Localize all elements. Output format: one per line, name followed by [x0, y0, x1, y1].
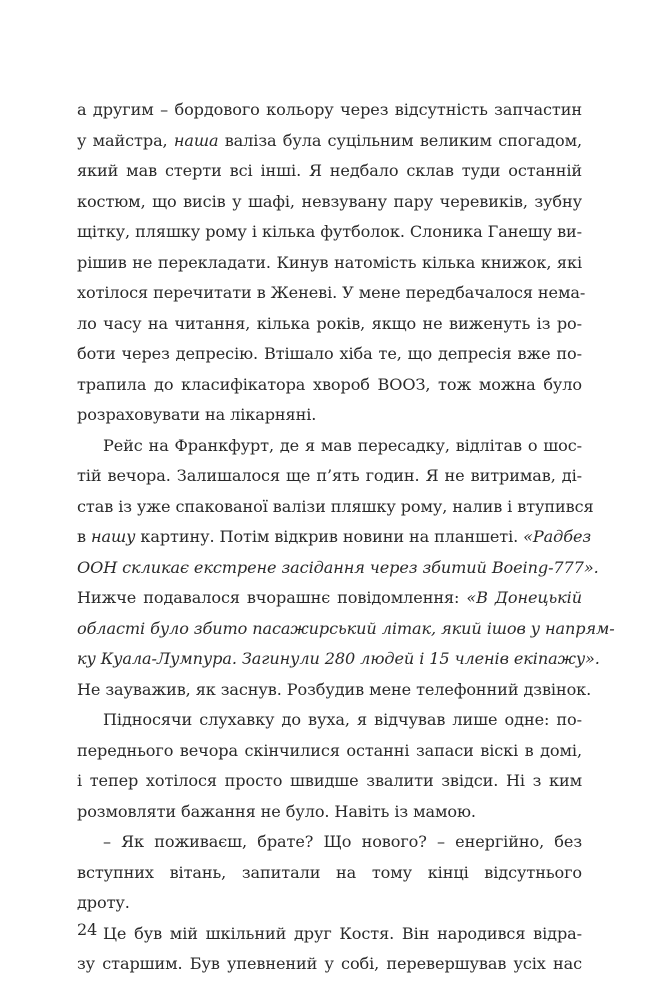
text-segment: – Як поживаєш, брате? Що нового? – енергійно, без: [103, 832, 582, 851]
text-line: [77, 553, 599, 584]
text-line: [77, 644, 600, 675]
text-line: [77, 736, 582, 767]
text-segment: костюм, що висів у шафі, невзувану пару черевиків, зубну: [77, 191, 582, 211]
text-segment: ло часу на читання, кілька років, якщо не виженуть із ро-: [77, 313, 582, 333]
text-line: [77, 492, 594, 523]
text-line: [77, 187, 582, 218]
text-line: [77, 797, 582, 828]
text-line: [77, 339, 582, 370]
italic-text-segment: області було збито пасажирський літак, який ішов у напрям-: [77, 618, 615, 638]
text-segment: Нижче подавалося вчорашнє повідомлення:: [77, 588, 467, 607]
text-segment: в: [77, 527, 91, 546]
text-segment: тій вечора. Залишалося ще п’ять годин. Я не витримав, ді-: [77, 466, 582, 485]
text-line: [77, 431, 582, 462]
text-line: [77, 248, 582, 279]
text-segment: розмовляти бажання не було. Навіть із мамою.: [77, 801, 476, 821]
italic-text-segment: «В Донецькій: [466, 588, 582, 607]
text-segment: валіза була суцільним великим спогадом,: [218, 130, 583, 150]
text-line: [77, 126, 582, 157]
text-line: [77, 309, 582, 340]
text-segment: став із уже спакованої валізи пляшку рому, налив і втупився: [77, 496, 594, 516]
text-line: [77, 400, 582, 431]
text-segment: картину. Потім відкрив новини на планшеті.: [135, 527, 524, 546]
italic-text-segment: наша: [173, 130, 219, 150]
text-segment: Це був мій шкільний друг Костя. Він народився відра-: [103, 923, 582, 943]
text-segment: Підносячи слухавку до вуха, я відчував лише одне: по-: [103, 710, 582, 729]
text-line: [77, 888, 582, 919]
text-segment: трапила до класифікатора хвороб ВООЗ, тож можна було: [77, 374, 582, 394]
italic-text-segment: нашу: [90, 527, 136, 546]
text-segment: вступних вітань, запитали на тому кінці відсутнього: [77, 862, 582, 882]
page-number: 24: [77, 920, 98, 939]
text-line: [77, 614, 615, 645]
text-segment: рішив не перекладати. Кинув натомість кілька книжок, які: [77, 252, 582, 272]
italic-text-segment: ООН скликає екстрене засідання через збитий Boeing-777».: [77, 557, 599, 577]
text-segment: у майстра,: [77, 130, 174, 150]
text-segment: хотілося перечитати в Женеві. У мене передбачалося нема-: [77, 283, 586, 302]
text-line: [77, 827, 582, 858]
text-segment: і тепер хотілося просто швидше звалити звідси. Ні з ким: [77, 771, 582, 790]
text-line: [77, 919, 582, 950]
text-line: [77, 278, 586, 309]
text-segment: який мав стерти всі інші. Я недбало склав туди останній: [77, 161, 582, 180]
text-line: [77, 156, 582, 187]
text-line: [77, 766, 582, 797]
text-line: [77, 217, 582, 248]
text-segment: переднього вечора скінчилися останні запаси віскі в домі,: [77, 740, 582, 760]
italic-text-segment: ку Куала-Лумпура. Загинули 280 людей і 15 членів екіпажу».: [77, 649, 600, 668]
text-line: [77, 370, 582, 401]
text-segment: боти через депресію. Втішало хіба те, що депресія вже по-: [77, 344, 582, 363]
text-line: [77, 949, 582, 980]
text-segment: дроту.: [77, 893, 130, 912]
text-line: [77, 675, 592, 706]
text-line: [77, 95, 582, 126]
text-line: [77, 461, 582, 492]
text-segment: Не зауважив, як заснув. Розбудив мене телефонний дзвінок.: [77, 679, 592, 699]
text-line: [77, 522, 592, 553]
text-segment: зу старшим. Був упевнений у собі, перевершував усіх нас: [77, 954, 582, 973]
text-segment: а другим – бордового кольору через відсутність запчастин: [77, 100, 582, 119]
text-line: [77, 583, 582, 614]
text-segment: Рейс на Франкфурт, де я мав пересадку, відлітав о шос-: [103, 435, 582, 455]
page-body-text: [77, 95, 615, 980]
text-line: [77, 858, 582, 889]
text-line: [77, 705, 582, 736]
text-segment: щітку, пляшку рому і кілька футболок. Слоника Ганешу ви-: [77, 222, 582, 241]
italic-text-segment: «Радбез: [523, 527, 592, 546]
text-segment: розраховувати на лікарняні.: [77, 405, 317, 424]
